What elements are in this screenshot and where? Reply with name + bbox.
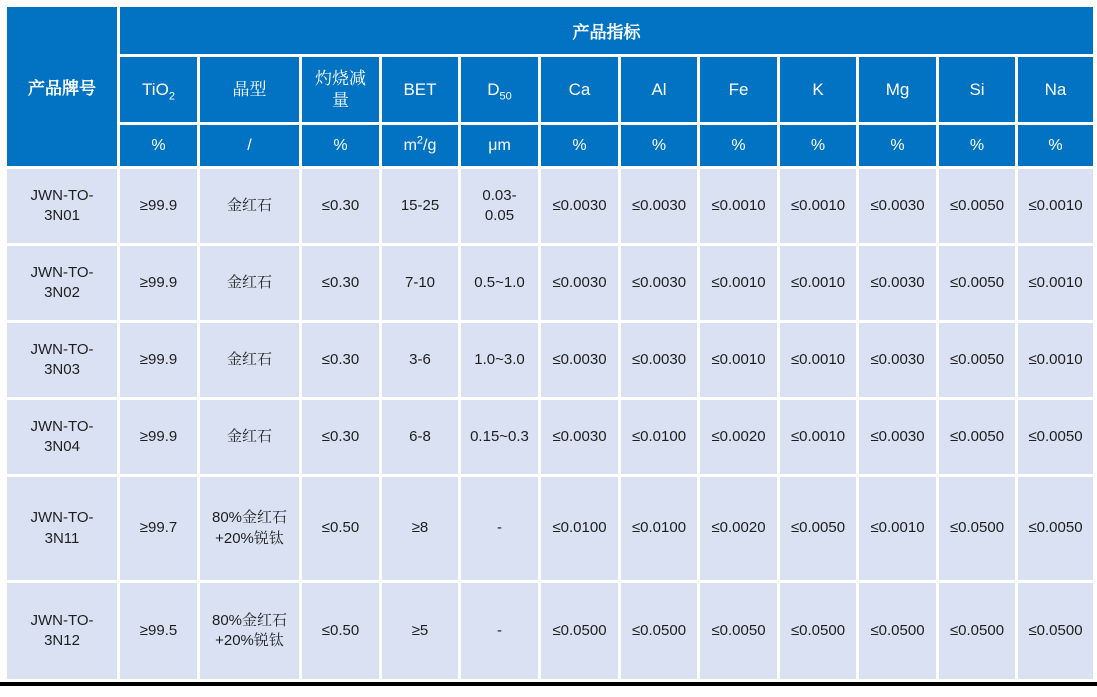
cell-d50: - (460, 476, 540, 582)
cell-mg: ≤0.0500 (858, 582, 938, 681)
cell-crystal: 金红石 (199, 399, 301, 476)
table-row-JWN-TO-3N01 (6, 168, 1095, 245)
column-header-bet: BET (381, 56, 460, 124)
cell-mg: ≤0.0030 (858, 322, 938, 399)
cell-tio2: ≥99.9 (119, 399, 199, 476)
unit-header-bet: $m^2/g$ (381, 124, 460, 168)
unit-header-ca: % (540, 124, 620, 168)
column-header-mg: Mg (858, 56, 938, 124)
cell-na: ≤0.0500 (1017, 582, 1095, 681)
cell-loi: ≤0.50 (301, 582, 381, 681)
cell-al: ≤0.0030 (620, 322, 699, 399)
unit-header-si: % (938, 124, 1017, 168)
cell-loi: ≤0.50 (301, 476, 381, 582)
banner-header-product-indicators: 产品指标 (119, 6, 1095, 56)
brand-cell: JWN-TO-3N04 (6, 399, 119, 476)
cell-bet: 15-25 (381, 168, 460, 245)
cell-ca: ≤0.0030 (540, 245, 620, 322)
cell-loi: ≤0.30 (301, 399, 381, 476)
cell-fe: ≤0.0020 (699, 399, 779, 476)
cell-fe: ≤0.0010 (699, 322, 779, 399)
cell-fe: ≤0.0050 (699, 582, 779, 681)
cell-ca: ≤0.0030 (540, 168, 620, 245)
cell-al: ≤0.0500 (620, 582, 699, 681)
cell-tio2: ≥99.9 (119, 245, 199, 322)
cell-crystal: 80%金红石+20%锐钛 (199, 476, 301, 582)
cell-ca: ≤0.0500 (540, 582, 620, 681)
table-row-JWN-TO-3N02 (6, 245, 1095, 322)
cell-si: ≤0.0050 (938, 399, 1017, 476)
cell-bet: 7-10 (381, 245, 460, 322)
cell-k: ≤0.0010 (779, 399, 858, 476)
cell-d50: 0.5~1.0 (460, 245, 540, 322)
unit-header-mg: % (858, 124, 938, 168)
cell-na: ≤0.0010 (1017, 322, 1095, 399)
column-header-crystal: 晶型 (199, 56, 301, 124)
unit-header-na: % (1017, 124, 1095, 168)
column-header-si: Si (938, 56, 1017, 124)
brand-cell: JWN-TO-3N03 (6, 322, 119, 399)
cell-d50: 0.03-0.05 (460, 168, 540, 245)
cell-ca: ≤0.0100 (540, 476, 620, 582)
cell-crystal: 金红石 (199, 168, 301, 245)
unit-header-al: % (620, 124, 699, 168)
cell-loi: ≤0.30 (301, 168, 381, 245)
cell-d50: 0.15~0.3 (460, 399, 540, 476)
cell-al: ≤0.0100 (620, 476, 699, 582)
cell-si: ≤0.0050 (938, 322, 1017, 399)
cell-loi: ≤0.30 (301, 245, 381, 322)
cell-crystal: 金红石 (199, 245, 301, 322)
cell-si: ≤0.0050 (938, 245, 1017, 322)
unit-header-fe: % (699, 124, 779, 168)
cell-fe: ≤0.0010 (699, 245, 779, 322)
column-header-loi: 灼烧减量 (301, 56, 381, 124)
cell-k: ≤0.0500 (779, 582, 858, 681)
unit-header-loi: % (301, 124, 381, 168)
cell-mg: ≤0.0030 (858, 399, 938, 476)
cell-mg: ≤0.0030 (858, 245, 938, 322)
cell-mg: ≤0.0030 (858, 168, 938, 245)
cell-bet: ≥5 (381, 582, 460, 681)
cell-k: ≤0.0010 (779, 245, 858, 322)
brand-cell: JWN-TO-3N12 (6, 582, 119, 681)
brand-cell: JWN-TO-3N02 (6, 245, 119, 322)
cell-na: ≤0.0010 (1017, 245, 1095, 322)
cell-si: ≤0.0050 (938, 168, 1017, 245)
unit-header-tio2: % (119, 124, 199, 168)
column-header-fe: Fe (699, 56, 779, 124)
cell-ca: ≤0.0030 (540, 322, 620, 399)
cell-mg: ≤0.0010 (858, 476, 938, 582)
cell-crystal: 80%金红石+20%锐钛 (199, 582, 301, 681)
unit-header-k: % (779, 124, 858, 168)
cell-al: ≤0.0030 (620, 245, 699, 322)
brand-cell: JWN-TO-3N11 (6, 476, 119, 582)
column-header-k: K (779, 56, 858, 124)
cell-tio2: ≥99.5 (119, 582, 199, 681)
cell-na: ≤0.0050 (1017, 399, 1095, 476)
unit-header-d50: μm (460, 124, 540, 168)
cell-tio2: ≥99.7 (119, 476, 199, 582)
cell-na: ≤0.0050 (1017, 476, 1095, 582)
cell-bet: 3-6 (381, 322, 460, 399)
table-row-JWN-TO-3N12 (6, 582, 1095, 681)
cell-k: ≤0.0010 (779, 168, 858, 245)
cell-tio2: ≥99.9 (119, 322, 199, 399)
cell-bet: ≥8 (381, 476, 460, 582)
cell-bet: 6-8 (381, 399, 460, 476)
cell-k: ≤0.0050 (779, 476, 858, 582)
corner-header-product-brand: 产品牌号 (6, 6, 119, 168)
cell-si: ≤0.0500 (938, 582, 1017, 681)
column-header-tio2: TiO$_2$ (119, 56, 199, 124)
brand-cell: JWN-TO-3N01 (6, 168, 119, 245)
bottom-border-bar (0, 682, 1097, 686)
cell-k: ≤0.0010 (779, 322, 858, 399)
table-row-JWN-TO-3N11 (6, 476, 1095, 582)
cell-d50: 1.0~3.0 (460, 322, 540, 399)
cell-d50: - (460, 582, 540, 681)
cell-na: ≤0.0010 (1017, 168, 1095, 245)
table-row-JWN-TO-3N04 (6, 399, 1095, 476)
column-header-ca: Ca (540, 56, 620, 124)
cell-al: ≤0.0030 (620, 168, 699, 245)
product-spec-table (4, 4, 1096, 682)
column-header-d50: $D_{50}$ (460, 56, 540, 124)
cell-tio2: ≥99.9 (119, 168, 199, 245)
cell-si: ≤0.0500 (938, 476, 1017, 582)
cell-ca: ≤0.0030 (540, 399, 620, 476)
table-row-JWN-TO-3N03 (6, 322, 1095, 399)
unit-header-crystal: / (199, 124, 301, 168)
cell-al: ≤0.0100 (620, 399, 699, 476)
column-header-na: Na (1017, 56, 1095, 124)
cell-fe: ≤0.0020 (699, 476, 779, 582)
cell-loi: ≤0.30 (301, 322, 381, 399)
cell-fe: ≤0.0010 (699, 168, 779, 245)
column-header-al: Al (620, 56, 699, 124)
cell-crystal: 金红石 (199, 322, 301, 399)
